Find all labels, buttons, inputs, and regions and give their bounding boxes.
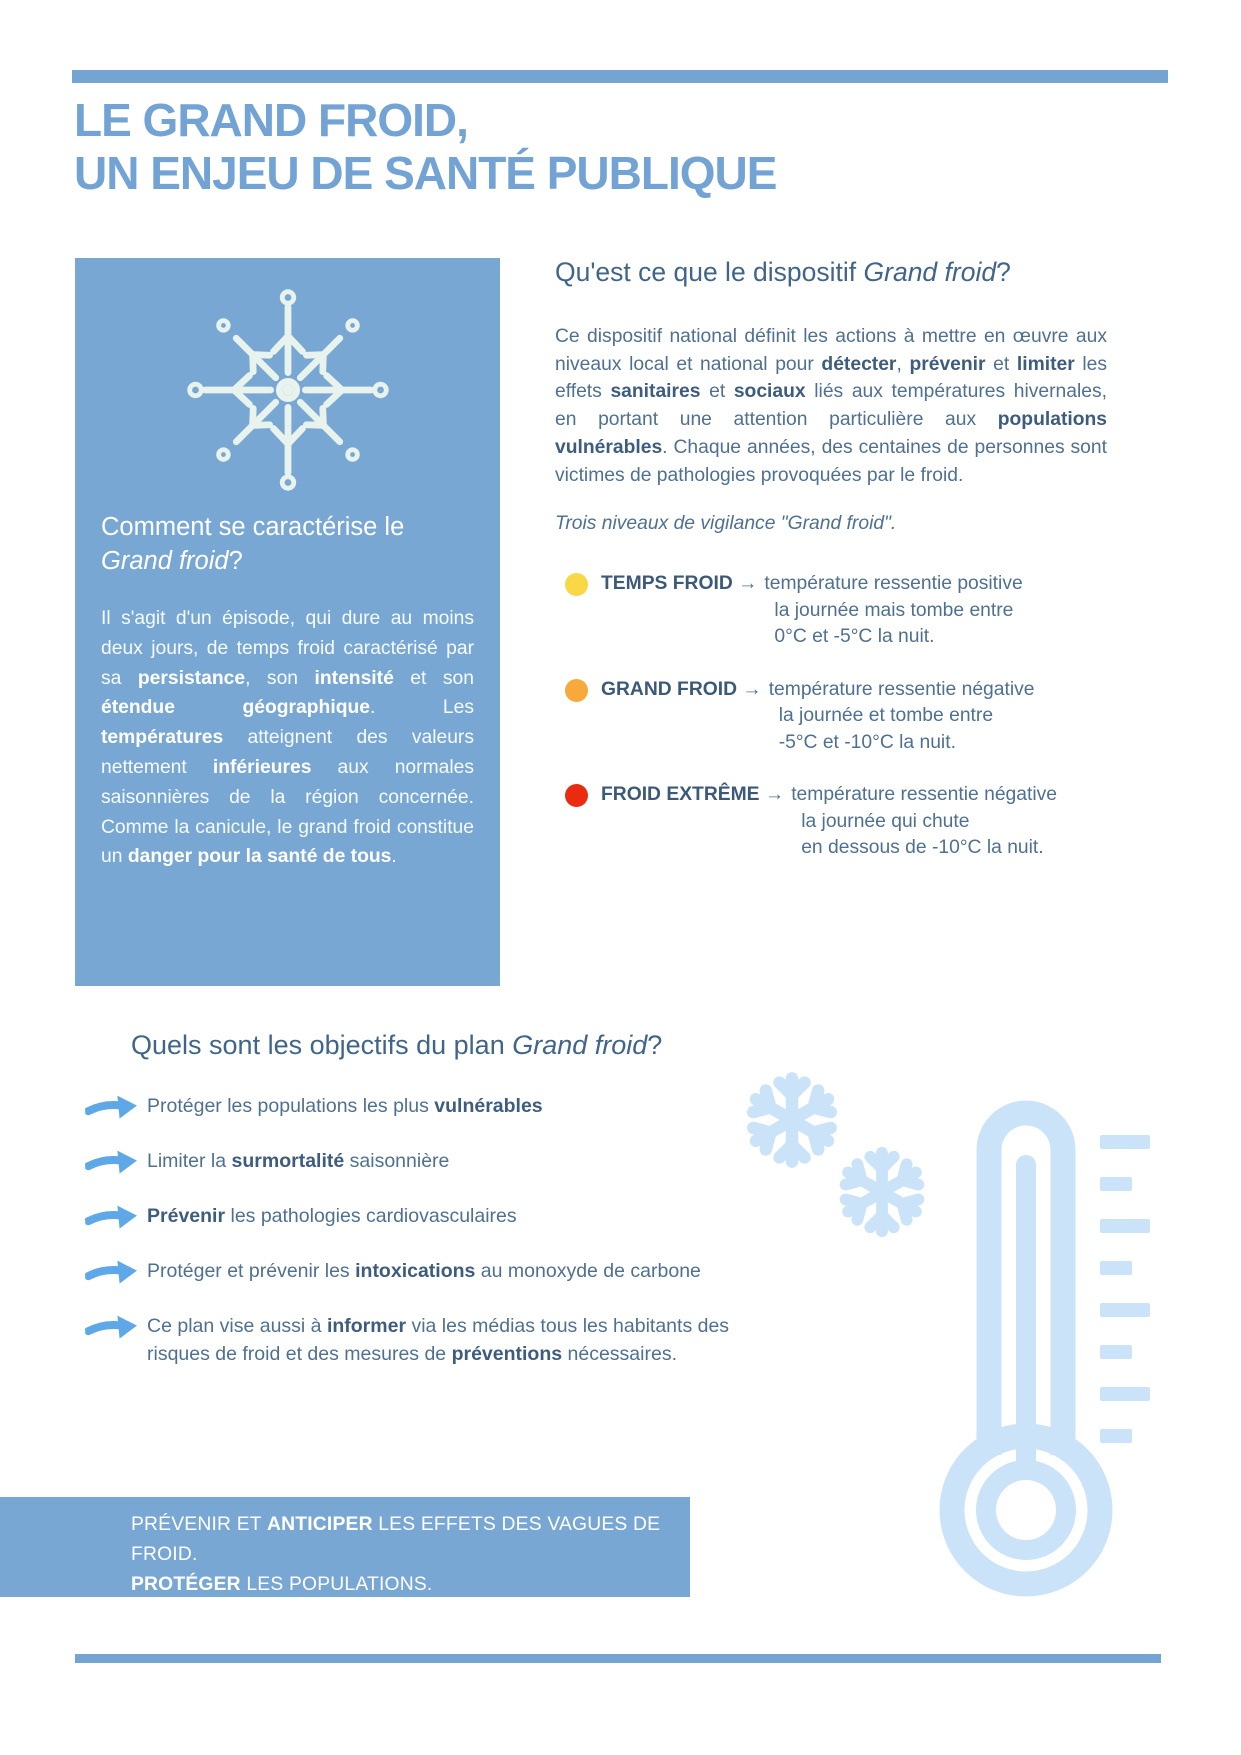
- level-line: température ressentie positive: [764, 573, 1023, 595]
- objective-item: [85, 1202, 732, 1231]
- level-line: en dessous de -10°C la nuit.: [801, 837, 1044, 859]
- arrow-right-icon: [84, 1093, 137, 1123]
- objective-item: [85, 1312, 732, 1368]
- level-line: -5°C et -10°C la nuit.: [778, 731, 956, 753]
- dispositif-heading: Qu'est ce que le dispositif Grand froid?: [555, 257, 1011, 287]
- objective-text: Limiter la surmortalité saisonnière: [147, 1150, 450, 1172]
- thermometer-icon: [930, 1040, 1165, 1615]
- level-row-froid-extreme: [555, 782, 1107, 862]
- objective-text: Protéger et prévenir les intoxications au monoxyde de carbone: [147, 1260, 701, 1282]
- top-accent-bar: [72, 70, 1168, 83]
- vigilance-note: Trois niveaux de vigilance "Grand froid".: [555, 513, 897, 535]
- level-name: GRAND FROID: [601, 678, 738, 700]
- arrow-right-icon: [84, 1148, 137, 1178]
- objective-text: Ce plan vise aussi à informer via les médias tous les habitants des risques de froid et des mesures de préventions nécessaires.: [147, 1315, 730, 1365]
- objective-item: [85, 1092, 732, 1121]
- banner-line: PROTÉGER LES POPULATIONS.: [131, 1573, 433, 1595]
- right-arrow-glyph: →: [738, 573, 758, 595]
- arrow-right-icon: [84, 1313, 137, 1343]
- level-line: la journée qui chute: [801, 810, 970, 832]
- page-title-line1: LE GRAND FROID,: [74, 94, 468, 146]
- level-dot-icon: [565, 573, 588, 596]
- level-row-grand-froid: [555, 677, 1107, 757]
- level-line: température ressentie négative: [791, 784, 1057, 806]
- level-dot-icon: [565, 679, 588, 702]
- box-heading: Comment se caractérise le Grand froid?: [101, 513, 405, 575]
- objective-item: [85, 1257, 732, 1286]
- banner: [0, 1497, 690, 1625]
- level-name: TEMPS FROID: [601, 573, 733, 595]
- box-paragraph: Il s'agit d'un épisode, qui dure au moins deux jours, de temps froid caractérisé par sa persistance, son intensité et son étendue géographique. Les températures atteignent des valeurs nettement inférieures aux normales saisonnières de la région concernée. Comme la canicule, le grand froid constitue un danger pour la santé de tous.: [101, 608, 474, 868]
- bottom-accent-bar: [75, 1654, 1161, 1663]
- level-name: FROID EXTRÊME: [601, 784, 760, 806]
- page-title: [74, 94, 776, 200]
- right-arrow-glyph: →: [764, 784, 785, 806]
- left-info-box: [75, 258, 500, 986]
- level-row-temps-froid: [555, 571, 1107, 651]
- arrow-right-icon: [84, 1203, 137, 1233]
- objective-text: Protéger les populations les plus vulnérables: [147, 1095, 543, 1117]
- banner-line: INFORMER ET COMMUNIQUER.: [131, 1603, 429, 1625]
- level-line: température ressentie négative: [768, 678, 1035, 700]
- objective-item: [85, 1147, 732, 1176]
- snowflake-line-icon: [182, 284, 394, 496]
- page-title-line2: UN ENJEU DE SANTÉ PUBLIQUE: [74, 147, 777, 199]
- objective-text: Prévenir les pathologies cardiovasculaires: [147, 1205, 517, 1227]
- level-line: 0°C et -5°C la nuit.: [774, 626, 935, 648]
- objectives-heading: Quels sont les objectifs du plan Grand froid?: [131, 1030, 663, 1060]
- right-arrow-glyph: →: [742, 678, 762, 700]
- dispositif-paragraph: Ce dispositif national définit les actions à mettre en œuvre aux niveaux local et national pour détecter, prévenir et limiter les effets sanitaires et sociaux liés aux températures hivernales, en portant une attention particulière aux populations vulnérables. Chaque années, des centaines de personnes sont victimes de pathologies provoquées par le froid.: [555, 326, 1107, 486]
- level-line: la journée mais tombe entre: [774, 599, 1014, 621]
- snowflake-icon: [740, 1068, 844, 1172]
- dispositif-section: [555, 256, 1107, 888]
- snowflake-icon: [833, 1143, 931, 1241]
- vigilance-levels: [555, 571, 1107, 862]
- level-dot-icon: [565, 784, 588, 807]
- banner-line: PRÉVENIR ET ANTICIPER LES EFFETS DES VAGUES DE FROID.: [131, 1514, 661, 1565]
- arrow-right-icon: [84, 1258, 137, 1288]
- level-line: la journée et tombe entre: [778, 705, 994, 727]
